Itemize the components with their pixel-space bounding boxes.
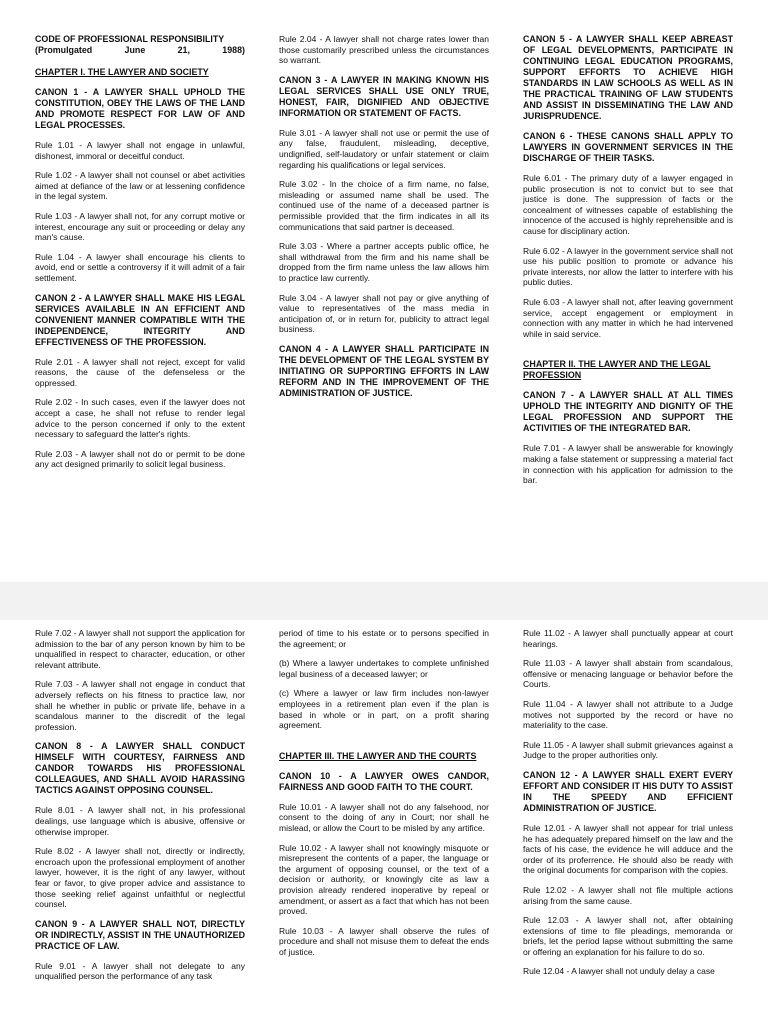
document-page-2 [0,620,768,1024]
continued-text: period of time to his estate or to persons specified in the agreement; or [279,628,489,649]
rule-2-03: Rule 2.03 - A lawyer shall not do or permit to be done any act designed primarily to solicit legal business. [35,448,245,470]
rule-1-04: Rule 1.04 - A lawyer shall encourage his clients to avoid, end or settle a controversy if it will admit of a fair settlement. [35,251,245,283]
rule-8-02: Rule 8.02 - A lawyer shall not, directly or indirectly, encroach upon the professional employment of another lawyer, however, it is the right of any lawyer, without fear or favor, to give proper advice and assistance to those seeking relief against unfaithful or neglectful counsel. [35,846,245,910]
rule-7-02: Rule 7.02 - A lawyer shall not support the application for admission to the bar of any person known by him to be unqualified in respect to character, education, or other relevant attribute. [35,628,245,670]
page1-column-2 [279,34,489,408]
rule-12-01: Rule 12.01 - A lawyer shall not appear for trial unless he has adequately prepared himself on the law and the facts of his case, the evidence he will adduce and the order of its proferrence. He should also be ready with the original documents for comparison with the copies. [523,822,733,876]
rule-12-03: Rule 12.03 - A lawyer shall not, after obtaining extensions of time to file pleadings, memoranda or briefs, let the period lapse without submitting the same or offering an explanation for his failure to do so. [523,915,733,957]
canon-8-heading: CANON 8 - A LAWYER SHALL CONDUCT HIMSELF WITH COURTESY, FAIRNESS AND CANDOR TOWARDS HIS PROFESSIONAL COLLEAGUES, AND SHALL AVOID HARASSING TACTICS AGAINST OPPOSING COUNSEL. [35,741,245,796]
rule-3-03: Rule 3.03 - Where a partner accepts public office, he shall withdrawal from the firm and his name shall be dropped from the firm name unless the law allows him to practice law currently. [279,241,489,283]
rule-6-03: Rule 6.03 - A lawyer shall not, after leaving government service, accept engagement or employment in connection with any matter in which he had intervened while in said service. [523,296,733,339]
rule-7-03: Rule 7.03 - A lawyer shall not engage in conduct that adversely reflects on his fitness to practice law, nor shall he whether in public or private life, behave in a scandalous manner to the discredit of the legal profession. [35,679,245,732]
rule-11-03: Rule 11.03 - A lawyer shall abstain from scandalous, offensive or menacing language or behavior before the Courts. [523,658,733,690]
rule-2-04: Rule 2.04 - A lawyer shall not charge rates lower than those customarily prescribed unless the circumstances so warrant. [279,34,489,66]
canon-3-heading: CANON 3 - A LAWYER IN MAKING KNOWN HIS LEGAL SERVICES SHALL USE ONLY TRUE, HONEST, FAIR, DIGNIFIED AND OBJECTIVE INFORMATION OR STATEMENT OF FACTS. [279,74,489,118]
canon-12-heading: CANON 12 - A LAWYER SHALL EXERT EVERY EFFORT AND CONSIDER IT HIS DUTY TO ASSIST IN THE SPEEDY AND EFFICIENT ADMINISTRATION OF JUSTICE. [523,769,733,813]
canon-2-heading: CANON 2 - A LAWYER SHALL MAKE HIS LEGAL SERVICES AVAILABLE IN AN EFFICIENT AND CONVENIENT MANNER COMPATIBLE WITH THE INDEPENDENCE, INTEGRITY AND EFFECTIVENESS OF THE PROFESSION. [35,292,245,347]
document-title [35,34,245,56]
page1-column-1 [35,34,245,479]
rule-11-05: Rule 11.05 - A lawyer shall submit grievances against a Judge to the proper authorities only. [523,739,733,761]
chapter-1-heading: CHAPTER I. THE LAWYER AND SOCIETY [35,67,209,77]
rule-6-02: Rule 6.02 - A lawyer in the government service shall not use his public position to promote or advance his private interests, nor allow the latter to interfere with his public duties. [523,245,733,288]
canon-7-heading: CANON 7 - A LAWYER SHALL AT ALL TIMES UPHOLD THE INTEGRITY AND DIGNITY OF THE LEGAL PROFESSION AND SUPPORT THE ACTIVITIES OF THE INTEGRATED BAR. [523,390,733,434]
canon-10-heading: CANON 10 - A LAWYER OWES CANDOR, FAIRNESS AND GOOD FAITH TO THE COURT. [279,770,489,792]
canon-9-heading: CANON 9 - A LAWYER SHALL NOT, DIRECTLY OR INDIRECTLY, ASSIST IN THE UNAUTHORIZED PRACTICE OF LAW. [35,918,245,951]
chapter-3-heading: CHAPTER III. THE LAWYER AND THE COURTS [279,750,477,761]
page1-column-3 [523,34,733,495]
page2-column-2 [279,628,489,966]
rule-3-02: Rule 3.02 - In the choice of a firm name, no false, misleading or assumed name shall be used. The continued use of the name of a deceased partner is permissible provided that the firm indicates in all its communications that said partner is deceased. [279,179,489,232]
chapter-2-heading: CHAPTER II. THE LAWYER AND THE LEGAL PROFESSION [523,359,711,381]
rule-1-01: Rule 1.01 - A lawyer shall not engage in unlawful, dishonest, immoral or deceitful conduct. [35,140,245,161]
canon-6-heading: CANON 6 - THESE CANONS SHALL APPLY TO LAWYERS IN GOVERNMENT SERVICES IN THE DISCHARGE OF THEIR TASKS. [523,131,733,163]
exception-item-c: (c) Where a lawyer or law firm includes non-lawyer employees in a retirement plan even if the plan is based in whole or in part, on a profit sharing agreement. [279,688,489,731]
document-title-line-1: CODE OF PROFESSIONAL RESPONSIBILITY [35,34,225,44]
canon-4-heading: CANON 4 - A LAWYER SHALL PARTICIPATE IN THE DEVELOPMENT OF THE LEGAL SYSTEM BY INITIATING OR SUPPORTING EFFORTS IN LAW REFORM AND IN THE IMPROVEMENT OF THE ADMINISTRATION OF JUSTICE. [279,343,489,398]
rule-8-01: Rule 8.01 - A lawyer shall not, in his professional dealings, use language which is abusive, offensive or otherwise improper. [35,805,245,837]
rule-2-02: Rule 2.02 - In such cases, even if the lawyer does not accept a case, he shall not refuse to render legal advice to the person concerned if only to the extent necessary to safeguard the latter's rights. [35,397,245,440]
exception-item-b: (b) Where a lawyer undertakes to complete unfinished legal business of a deceased lawyer; or [279,658,489,679]
rule-3-04: Rule 3.04 - A lawyer shall not pay or give anything of value to representatives of the mass media in anticipation of, or in return for, publicity to attract legal business. [279,292,489,335]
promulgation-date: (Promulgated June 21, 1988) [35,45,245,55]
canon-5-heading: CANON 5 - A LAWYER SHALL KEEP ABREAST OF LEGAL DEVELOPMENTS, PARTICIPATE IN CONTINUING LEGAL EDUCATION PROGRAMS, SUPPORT EFFORTS TO ACHIEVE HIGH STANDARDS IN LAW SCHOOLS AS WELL AS IN THE PRACTICAL TRAINING OF LAW STUDENTS AND ASSIST IN DISSEMINATING THE LAW AND JURISPRUDENCE. [523,34,733,121]
rule-3-01: Rule 3.01 - A lawyer shall not use or permit the use of any false, fraudulent, misleading, deceptive, undignified, self-laudatory or unfair statement or claim regarding his qualifications or legal services. [279,127,489,170]
page2-column-3 [523,628,733,986]
rule-10-02: Rule 10.02 - A lawyer shall not knowingly misquote or misrepresent the contents of a paper, the language or the argument of opposing counsel, or the text of a decision or authority, or knowingly cite as law a provision already rendered inoperative by repeal or amendment, or assert as a fact that which has not been proved. [279,842,489,917]
rule-10-01: Rule 10.01 - A lawyer shall not do any falsehood, nor consent to the doing of any in Court; nor shall he mislead, or allow the Court to be misled by any artifice. [279,801,489,833]
page2-column-1 [35,628,245,991]
rule-9-01: Rule 9.01 - A lawyer shall not delegate to any unqualified person the performance of any task [35,960,245,982]
rule-12-02: Rule 12.02 - A lawyer shall not file multiple actions arising from the same cause. [523,884,733,906]
rule-12-04: Rule 12.04 - A lawyer shall not unduly delay a case [523,966,715,977]
rule-1-03: Rule 1.03 - A lawyer shall not, for any corrupt motive or interest, encourage any suit or proceeding or delay any man's cause. [35,210,245,243]
rule-10-03: Rule 10.03 - A lawyer shall observe the rules of procedure and shall not misuse them to defeat the ends of justice. [279,925,489,957]
rule-7-01: Rule 7.01 - A lawyer shall be answerable for knowingly making a false statement or suppressing a material fact in connection with his application for admission to the bar. [523,443,733,486]
rule-2-01: Rule 2.01 - A lawyer shall not reject, except for valid reasons, the cause of the defenseless or the oppressed. [35,356,245,388]
rule-11-04: Rule 11.04 - A lawyer shall not attribute to a Judge motives not supported by the record or have no materiality to the case. [523,698,733,731]
page-separator [0,582,768,620]
rule-11-02: Rule 11.02 - A lawyer shall punctually appear at court hearings. [523,628,733,649]
canon-1-heading: CANON 1 - A LAWYER SHALL UPHOLD THE CONSTITUTION, OBEY THE LAWS OF THE LAND AND PROMOTE RESPECT FOR LAW OF AND LEGAL PROCESSES. [35,87,245,130]
rule-6-01: Rule 6.01 - The primary duty of a lawyer engaged in public prosecution is not to convict but to see that justice is done. The suppression of facts or the concealment of witnesses capable of establishing the innocence of the accused is highly reprehensible and is cause for disciplinary action. [523,173,733,236]
rule-1-02: Rule 1.02 - A lawyer shall not counsel or abet activities aimed at defiance of the law or at lessening confidence in the legal system. [35,170,245,202]
